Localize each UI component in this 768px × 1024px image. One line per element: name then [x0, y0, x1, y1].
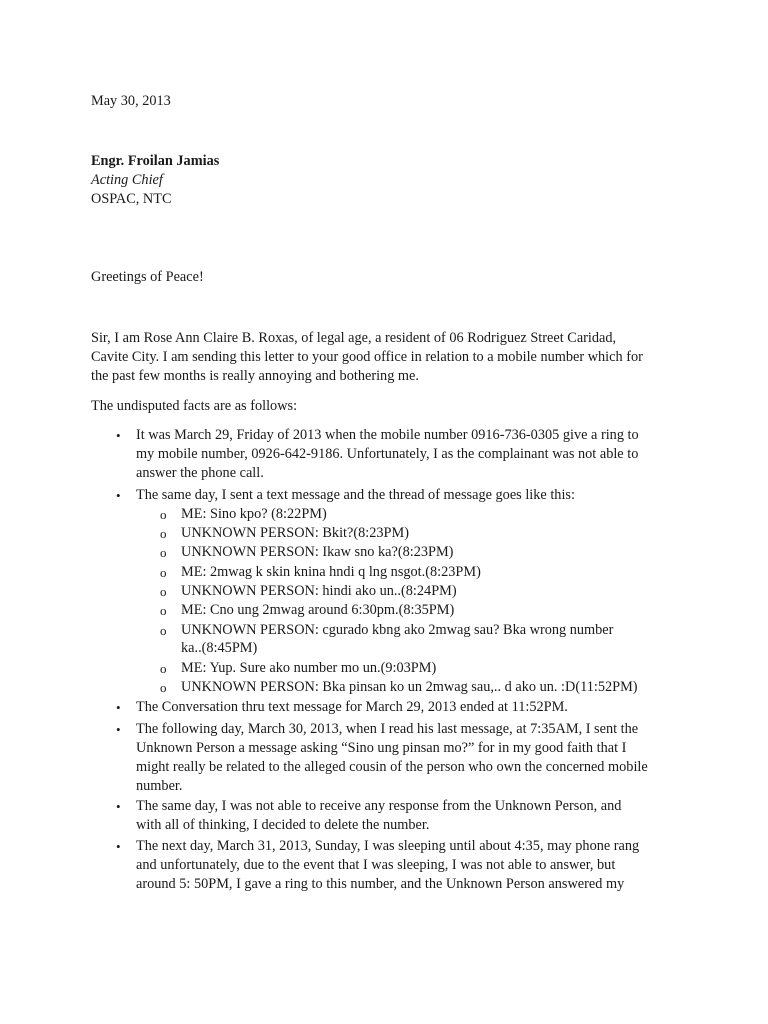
recipient-office: OSPAC, NTC: [91, 191, 172, 207]
recipient-title: Acting Chief: [91, 172, 163, 188]
message-line: UNKNOWN PERSON: cgurado kbng ako 2mwag sau? Bka wrong number: [181, 622, 614, 638]
bullet-icon: •: [116, 700, 121, 715]
message-line: UNKNOWN PERSON: Bka pinsan ko un 2mwag sau,.. d ako un. :D(11:52PM): [181, 679, 638, 695]
fact-line: my mobile number, 0926-642-9186. Unfortunately, I as the complainant was not able to: [136, 446, 639, 462]
intro-line: Cavite City. I am sending this letter to your good office in relation to a mobile number which for: [91, 349, 643, 365]
fact-line: The next day, March 31, 2013, Sunday, I was sleeping until about 4:35, may phone rang: [136, 838, 640, 854]
message-line: ME: Yup. Sure ako number mo un.(9:03PM): [181, 660, 437, 676]
fact-line: with all of thinking, I decided to delete the number.: [136, 817, 430, 833]
bullet-icon: •: [116, 722, 121, 737]
letter-date: May 30, 2013: [91, 93, 171, 109]
fact-line: around 5: 50PM, I gave a ring to this number, and the Unknown Person answered my: [136, 876, 625, 892]
sub-bullet-icon: o: [160, 623, 167, 638]
sub-bullet-icon: o: [160, 603, 167, 618]
sub-bullet-icon: o: [160, 584, 167, 599]
message-line: ka..(8:45PM): [181, 640, 258, 656]
recipient-name: Engr. Froilan Jamias: [91, 153, 220, 169]
intro-line: Sir, I am Rose Ann Claire B. Roxas, of legal age, a resident of 06 Rodriguez Street Caridad,: [91, 330, 617, 346]
sub-bullet-icon: o: [160, 661, 167, 676]
fact-line: number.: [136, 778, 183, 794]
sub-bullet-icon: o: [160, 526, 167, 541]
intro-line: the past few months is really annoying and bothering me.: [91, 368, 419, 384]
sub-bullet-icon: o: [160, 680, 167, 695]
sub-bullet-icon: o: [160, 507, 167, 522]
bullet-icon: •: [116, 839, 121, 854]
message-line: UNKNOWN PERSON: Ikaw sno ka?(8:23PM): [181, 544, 454, 560]
fact-line: answer the phone call.: [136, 465, 264, 481]
message-line: ME: Sino kpo? (8:22PM): [181, 506, 327, 522]
fact-line: The Conversation thru text message for March 29, 2013 ended at 11:52PM.: [136, 699, 568, 715]
fact-line: The same day, I sent a text message and the thread of message goes like this:: [136, 487, 575, 503]
sub-bullet-icon: o: [160, 545, 167, 560]
fact-line: might really be related to the alleged cousin of the person who own the concerned mobile: [136, 759, 648, 775]
sub-bullet-icon: o: [160, 565, 167, 580]
message-line: UNKNOWN PERSON: hindi ako un..(8:24PM): [181, 583, 457, 599]
bullet-icon: •: [116, 428, 121, 443]
message-line: ME: Cno ung 2mwag around 6:30pm.(8:35PM): [181, 602, 455, 618]
bullet-icon: •: [116, 488, 121, 503]
fact-line: Unknown Person a message asking “Sino ung pinsan mo?” for in my good faith that I: [136, 740, 627, 756]
facts-heading: The undisputed facts are as follows:: [91, 398, 298, 414]
bullet-icon: •: [116, 799, 121, 814]
fact-line: The same day, I was not able to receive any response from the Unknown Person, and: [136, 798, 622, 814]
greeting: Greetings of Peace!: [91, 269, 204, 285]
fact-line: and unfortunately, due to the event that I was sleeping, I was not able to answer, but: [136, 857, 616, 873]
message-line: UNKNOWN PERSON: Bkit?(8:23PM): [181, 525, 409, 541]
fact-line: The following day, March 30, 2013, when I read his last message, at 7:35AM, I sent the: [136, 721, 639, 737]
message-line: ME: 2mwag k skin knina hndi q lng nsgot.(8:23PM): [181, 564, 481, 580]
fact-line: It was March 29, Friday of 2013 when the mobile number 0916-736-0305 give a ring to: [136, 427, 639, 443]
